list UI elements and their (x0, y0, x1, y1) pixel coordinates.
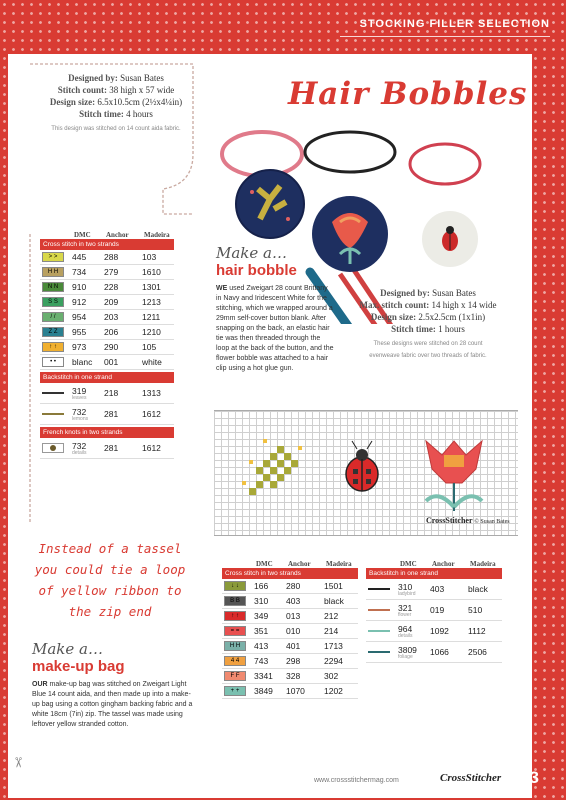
madeira-code: 1202 (324, 686, 343, 696)
col-header: DMC (400, 560, 417, 568)
label: Designed by: (380, 288, 430, 298)
key-row (366, 600, 502, 621)
stitch-symbol: F F (224, 671, 246, 681)
dmc-code: 732 (72, 406, 87, 417)
anchor-code: 281 (104, 409, 119, 419)
col-header: DMC (256, 560, 273, 568)
key-row (222, 609, 358, 624)
madeira-code: 1713 (324, 641, 343, 651)
make-bobble-text (216, 284, 334, 374)
dmc-code: 351 (254, 626, 269, 636)
stitch-symbol: H H (42, 267, 64, 277)
key-row (222, 654, 358, 669)
dmc-code: 734 (72, 267, 87, 277)
dmc-code: 445 (72, 252, 87, 262)
anchor-code: 001 (104, 357, 119, 367)
anchor-code: 010 (286, 626, 301, 636)
page-title: Hair Bobbles (288, 76, 528, 112)
dmc-code: 3809 (398, 644, 417, 655)
dmc-code: blanc (72, 357, 93, 367)
dmc-code: 973 (72, 342, 87, 352)
key-row (366, 642, 502, 663)
page-number: 53 (520, 768, 539, 787)
madeira-code: 1210 (142, 327, 161, 337)
anchor-code: 218 (104, 388, 119, 398)
col-header: Anchor (432, 560, 455, 568)
key-row (40, 295, 174, 310)
stitch-symbol: ↑ ↑ (42, 342, 64, 352)
stitch-symbol: + + (224, 686, 246, 696)
dmc-code: 310 (398, 581, 413, 592)
back-rows (366, 579, 502, 663)
madeira-code: 2506 (468, 647, 487, 657)
col-header: Madeira (326, 560, 352, 568)
value: Susan Bates (432, 288, 476, 298)
col-header: Madeira (144, 231, 170, 239)
backstitch-line (42, 413, 64, 415)
page (8, 54, 532, 798)
key-row (222, 624, 358, 639)
key-row (40, 404, 174, 425)
value: 6.5x10.5cm (2½x4¼in) (97, 97, 183, 107)
madeira-code: black (324, 596, 344, 606)
anchor-code: 019 (430, 605, 445, 615)
anchor-code: 290 (104, 342, 119, 352)
dmc-cell (72, 441, 104, 456)
value: 1 hours (438, 324, 465, 334)
anchor-code: 403 (286, 596, 301, 606)
madeira-code: 510 (468, 605, 483, 615)
anchor-code: 206 (104, 327, 119, 337)
usage-note: leaves (72, 394, 87, 401)
dmc-code: 3341 (254, 671, 273, 681)
col-header: Anchor (106, 231, 129, 239)
backstitch-line (368, 588, 390, 590)
key-row (40, 310, 174, 325)
knot-dot (50, 445, 56, 451)
backstitch-line (368, 609, 390, 611)
anchor-code: 1070 (286, 686, 305, 696)
madeira-code: 105 (142, 342, 157, 352)
make-bag-heading: make-up bag (32, 658, 125, 675)
anchor-code: 203 (104, 312, 119, 322)
key-header (366, 560, 502, 568)
make-bag-text (32, 680, 198, 730)
cross-stitch-chart (214, 410, 518, 536)
dmc-code: 310 (254, 596, 269, 606)
madeira-code: 1112 (468, 626, 486, 636)
anchor-code: 401 (286, 641, 301, 651)
band-backstitch: Backstitch in one strand (40, 372, 174, 383)
stitch-symbol: ↑ ↑ (224, 611, 246, 621)
anchor-code: 1092 (430, 626, 449, 636)
value: Susan Bates (120, 73, 164, 83)
section-rule (340, 36, 550, 37)
anchor-code: 228 (104, 282, 119, 292)
anchor-code: 279 (104, 267, 119, 277)
key-row (40, 280, 174, 295)
top-banner (0, 0, 566, 54)
madeira-code: 1213 (142, 297, 161, 307)
key-row (222, 684, 358, 699)
chart-logo-text: CrossStitcher (426, 516, 473, 525)
footer-url: www.crossstitchermag.com (314, 777, 399, 784)
anchor-code: 1066 (430, 647, 449, 657)
dmc-code: 912 (72, 297, 87, 307)
key-row (40, 355, 174, 370)
key-row (40, 383, 174, 404)
key-row (222, 579, 358, 594)
dmc-code: 166 (254, 581, 269, 591)
key-header (40, 231, 174, 239)
dmc-code: 955 (72, 327, 87, 337)
key-table-main (40, 231, 174, 459)
key-header (222, 560, 358, 568)
dmc-code: 319 (72, 385, 87, 396)
cross-rows (222, 579, 358, 699)
key-table-bobble-back (366, 560, 502, 663)
scissors-icon: ✂ (10, 756, 27, 769)
dmc-code: 743 (254, 656, 269, 666)
madeira-code: black (468, 584, 488, 594)
label: Stitch time: (391, 324, 436, 334)
key-row (40, 325, 174, 340)
anchor-code: 298 (286, 656, 301, 666)
footer-brand: CrossStitcher (440, 772, 502, 784)
section-title: STOCKING FILLER SELECTION (359, 18, 550, 30)
dmc-cell (398, 624, 430, 639)
usage-note: foliage (398, 653, 413, 660)
madeira-code: 103 (142, 252, 157, 262)
key-row (366, 579, 502, 600)
usage-note: ladybird (398, 590, 416, 597)
paragraph: make-up bag was stitched on Zweigart Light Blue 14 count aida, and then made up into a make-up bag using a cotton gingham backing fabric and a white 18cm (7in) zip. The tassel was made using leftover yellow stranded cotton. (32, 681, 193, 728)
key-table-bobble-cross (222, 560, 358, 699)
stitch-symbol: 4 4 (224, 656, 246, 666)
label: Max. stitch count: (359, 300, 430, 310)
chart-credit: © Susan Bates (474, 519, 510, 525)
col-header: DMC (74, 231, 91, 239)
stitch-symbol: = = (224, 626, 246, 636)
col-header: Madeira (470, 560, 496, 568)
dmc-code: 413 (254, 641, 269, 651)
madeira-code: 1610 (142, 267, 161, 277)
band-cross-stitch: Cross stitch in two strands (40, 239, 174, 250)
backstitch-line (368, 651, 390, 653)
lead-word: OUR (32, 681, 48, 688)
dmc-cell (398, 645, 430, 660)
madeira-code: 1301 (142, 282, 161, 292)
usage-note: details (398, 632, 413, 639)
french-knot-icon (42, 443, 64, 453)
dmc-code: 964 (398, 623, 413, 634)
make-a-label: Make a… (32, 640, 103, 658)
key-row (366, 621, 502, 642)
note-line: These designs were stitched on 28 count (373, 341, 483, 347)
chart-logo (426, 516, 510, 525)
key-row (222, 669, 358, 684)
value: 38 high x 57 wide (109, 85, 175, 95)
col-header: Anchor (288, 560, 311, 568)
dmc-code: 321 (398, 602, 413, 613)
anchor-code: 281 (104, 443, 119, 453)
stitch-symbol: N N (42, 282, 64, 292)
madeira-code: 212 (324, 611, 339, 621)
band-backstitch: Backstitch in one strand (366, 568, 502, 579)
dmc-code: 954 (72, 312, 87, 322)
key-row (222, 594, 358, 609)
make-bobble-heading: hair bobble (216, 262, 297, 279)
stitch-symbol: S S (42, 297, 64, 307)
dmc-code: 3849 (254, 686, 273, 696)
stitch-symbol: • • (42, 357, 64, 367)
dmc-code: 732 (72, 440, 87, 451)
madeira-code: 1612 (142, 409, 161, 419)
madeira-code: 1612 (142, 443, 161, 453)
band-cross-stitch: Cross stitch in two strands (222, 568, 358, 579)
dmc-code: 910 (72, 282, 87, 292)
label: Design size: (370, 312, 417, 322)
lead-word: WE (216, 285, 228, 292)
back-rows (40, 383, 174, 425)
stitch-symbol: / / (42, 312, 64, 322)
dmc-code: 349 (254, 611, 269, 621)
value: 2.5x2.5cm (1x1in) (418, 312, 486, 322)
stitch-symbol: B B (224, 596, 246, 606)
design-info-bobble (328, 287, 528, 362)
usage-note: lemons (72, 415, 89, 422)
fabric-note: This design was stitched on 14 count aida fabric. (51, 126, 181, 132)
stitch-symbol: H H (224, 641, 246, 651)
tip-quote: Instead of a tassel you could tie a loop of yellow ribbon to the zip end (34, 541, 186, 619)
key-row (222, 639, 358, 654)
key-row (40, 265, 174, 280)
anchor-code: 013 (286, 611, 301, 621)
backstitch-line (368, 630, 390, 632)
stitch-symbol: > > (42, 252, 64, 262)
dmc-cell (398, 582, 430, 597)
cross-rows (40, 250, 174, 370)
paragraph: used Zweigart 28 count Brittany in Navy and Iridescent White for the stitching, which we wrapped around a 29mm self-cover button blank. After snapping on the back, an elastic hair tie was then threaded through the loop at the back of the button, and the flower bobble was attached to a hair clip using a hot glue gun. (216, 285, 334, 372)
usage-note: flower (398, 611, 412, 618)
dmc-cell (72, 386, 104, 401)
label: Designed by: (68, 73, 118, 83)
value: 14 high x 14 wide (431, 300, 497, 310)
madeira-code: 1313 (142, 388, 161, 398)
anchor-code: 403 (430, 584, 445, 594)
note-line: evenweave fabric over two threads of fabric. (369, 353, 487, 359)
madeira-code: 1211 (142, 312, 161, 322)
dmc-cell (72, 407, 104, 422)
dmc-cell (398, 603, 430, 618)
label: Design size: (49, 97, 96, 107)
band-french-knots: French knots in two strands (40, 427, 174, 438)
madeira-code: 1501 (324, 581, 343, 591)
anchor-code: 280 (286, 581, 301, 591)
backstitch-line (42, 392, 64, 394)
madeira-code: white (142, 357, 162, 367)
label: Stitch count: (57, 85, 107, 95)
anchor-code: 288 (104, 252, 119, 262)
site-watermark: PassionForum.ru (470, 788, 524, 795)
key-row (40, 250, 174, 265)
key-row (40, 340, 174, 355)
key-row (40, 438, 174, 459)
anchor-code: 328 (286, 671, 301, 681)
french-rows (40, 438, 174, 459)
madeira-code: 214 (324, 626, 339, 636)
stitch-symbol: Z Z (42, 327, 64, 337)
usage-note: details (72, 449, 87, 456)
stitch-symbol: ↓ ↓ (224, 581, 246, 591)
label: Stitch time: (79, 109, 124, 119)
fabric-note (328, 338, 528, 362)
anchor-code: 209 (104, 297, 119, 307)
make-a-label: Make a… (216, 244, 287, 262)
madeira-code: 302 (324, 671, 339, 681)
madeira-code: 2294 (324, 656, 343, 666)
value: 4 hours (126, 109, 153, 119)
